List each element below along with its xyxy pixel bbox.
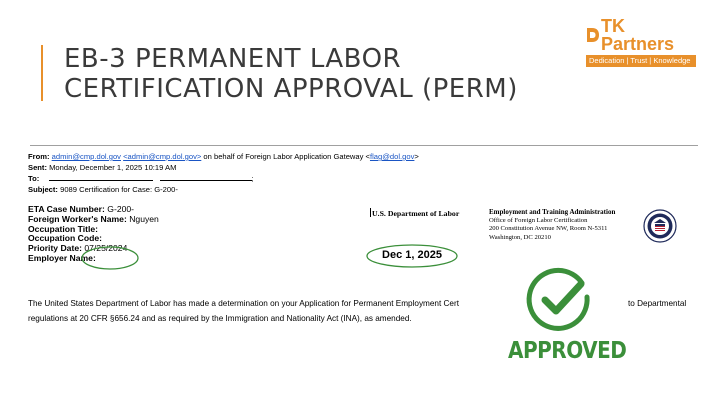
sent-value: Monday, December 1, 2025 10:19 AM [49,163,177,172]
case-number-row: ETA Case Number: G-200- [28,204,135,214]
title-accent-bar [41,45,43,101]
company-logo [586,17,696,67]
certification-date: Dec 1, 2025 [382,249,442,261]
subject-value: 9089 Certification for Case: G-200- [60,185,178,194]
divider [30,145,698,146]
determination-line2: regulations at 20 CFR §656.24 and as required by the Immigration and Nationality Act (INA), as amended. [28,313,412,323]
email-header [28,151,419,195]
logo-d-mark-icon [586,27,600,43]
determination-line1-end: to Departmental [628,299,687,308]
occupation-title-row: Occupation Title: [28,223,99,234]
occupation-code-row: Occupation Code: [28,233,103,244]
slide-title-line2: CERTIFICATION APPROVAL (PERM) [64,74,518,104]
logo-name: TK Partners [601,16,675,54]
dol-seal-icon [643,209,677,243]
gateway-address-link[interactable]: flag@dol.gov [369,152,415,161]
dol-address-block: Employment and Training Administration Office of Foreign Labor Certification 200 Constitution Avenue NW, Room N-5311 Washington, DC 20210 [489,208,616,241]
from-address-bracket-link[interactable]: <admin@cmp.dol.gov> [123,152,202,161]
check-circle-icon [525,267,593,335]
dol-department-name: U.S. Department of Labor [372,209,460,218]
priority-date-row: Priority Date: 07/25/2024 [28,243,128,254]
email-from-row: From: admin@cmp.dol.gov <admin@cmp.dol.gov> on behalf of Foreign Labor Application Gateway <flag@dol.gov> [28,152,419,161]
certification-date-callout [366,244,458,268]
slide-title-line1: EB-3 PERMANENT LABOR [64,44,402,74]
email-subject-row: Subject: 9089 Certification for Case: G-200- [28,185,178,194]
redacted-recipient-2 [160,173,252,181]
from-address-link[interactable]: admin@cmp.dol.gov [51,152,121,161]
employer-name-row: Employer Name: [28,252,96,263]
email-sent-row: Sent: Monday, December 1, 2025 10:19 AM [28,163,177,172]
determination-line1-start: The United States Department of Labor has made a determination on your Application for Permanent Employment Cert [28,299,459,308]
priority-date-highlight-oval [80,245,140,271]
redacted-recipient-1 [49,173,153,181]
logo-tagline: Dedication | Trust | Knowledge [586,55,696,67]
email-to-row: To: ; [28,174,254,183]
worker-name-row: Foreign Worker's Name: Nguyen [28,213,159,224]
approved-stamp-label: APPROVED [508,336,627,364]
slide-title [64,44,518,104]
